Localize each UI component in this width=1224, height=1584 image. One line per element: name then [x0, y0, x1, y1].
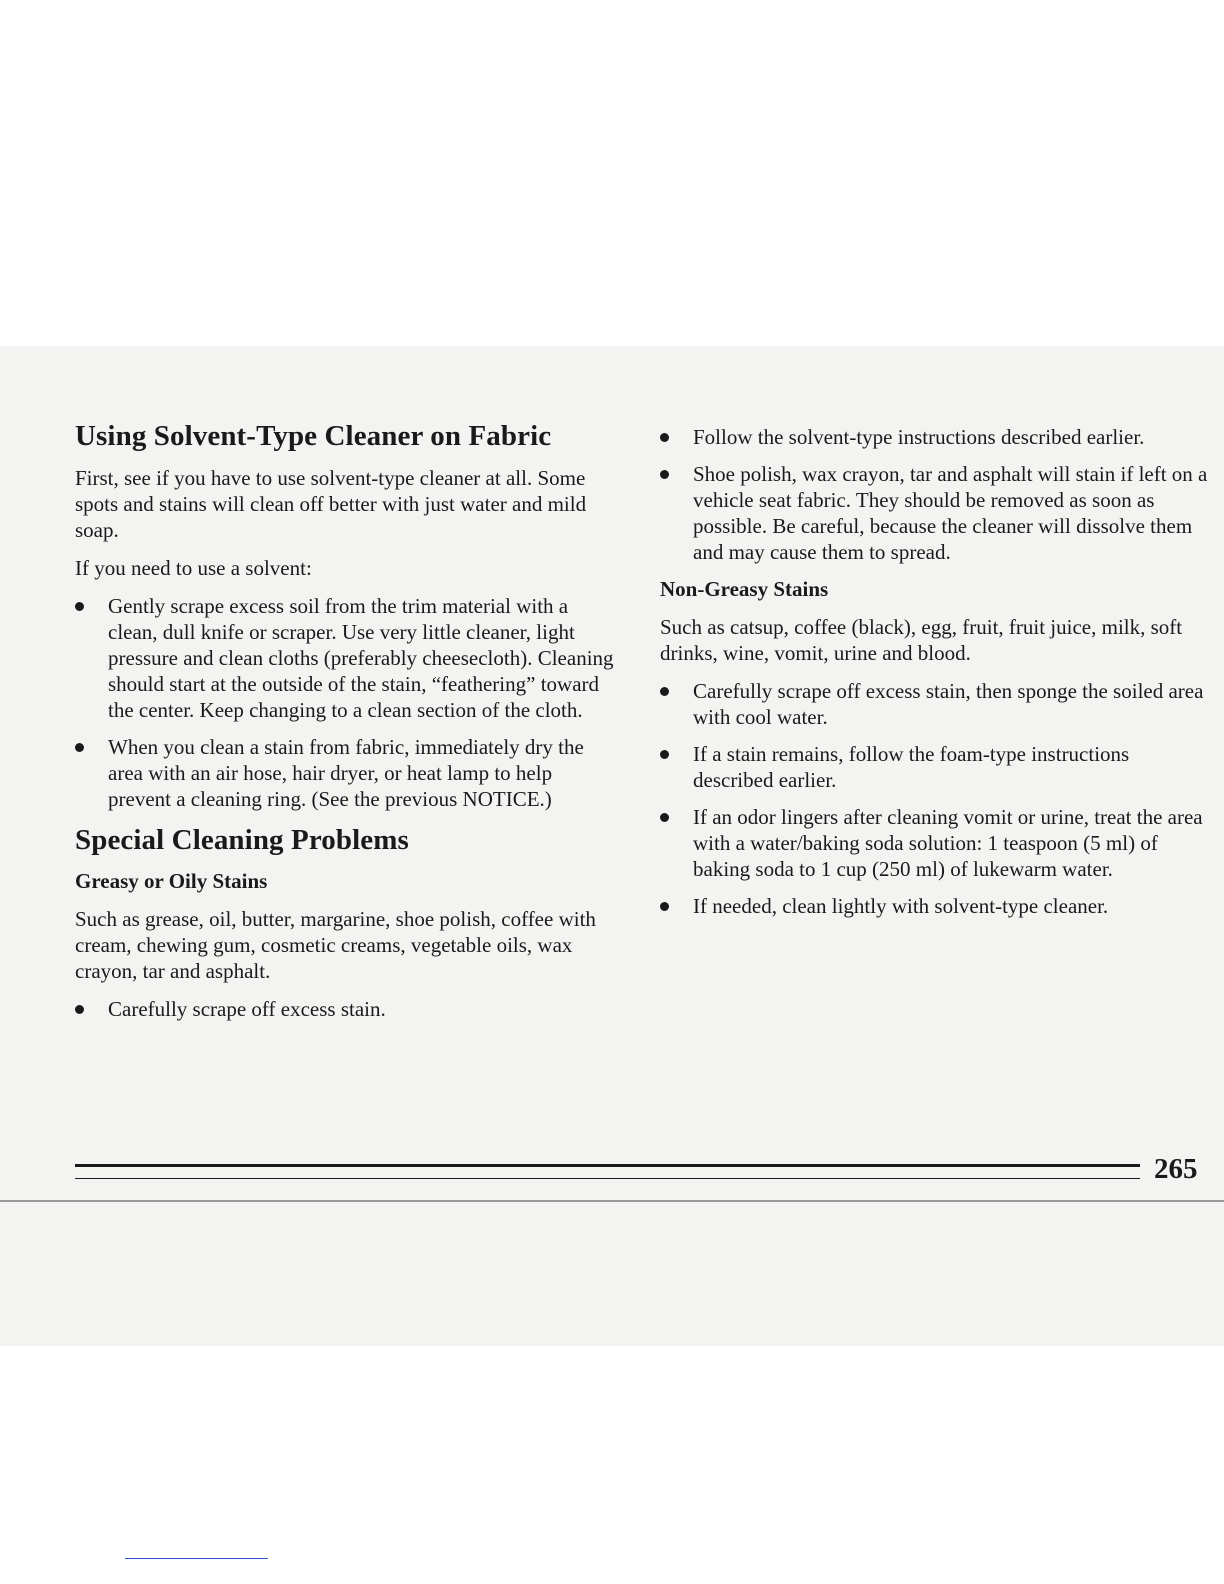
- bullet-icon: [75, 1005, 84, 1014]
- bullet-icon: [75, 743, 84, 752]
- list-item: [75, 593, 620, 723]
- bullet-icon: [660, 433, 669, 442]
- nongreasy-paragraph: Such as catsup, coffee (black), egg, fruit, fruit juice, milk, soft drinks, wine, vomit, urine and blood.: [660, 615, 1183, 665]
- list-item-text: If needed, clean lightly with solvent-type cleaner.: [693, 894, 1109, 918]
- list-item-text: When you clean a stain from fabric, immediately dry the area with an air hose, hair dryer, or heat lamp to help prevent a cleaning ring. (See the previous NOTICE.): [108, 735, 584, 811]
- list-item: [660, 741, 1210, 793]
- list-item: [660, 678, 1210, 730]
- nongreasy-bullet-list: [660, 678, 1210, 919]
- list-item: [660, 424, 1210, 450]
- right-column: [660, 424, 1210, 931]
- list-item-text: Carefully scrape off excess stain.: [108, 997, 386, 1021]
- bullet-icon: [660, 470, 669, 479]
- greasy-continued-bullet-list: [660, 424, 1210, 565]
- link-underline[interactable]: [125, 1558, 268, 1559]
- list-item-text: Follow the solvent-type instructions described earlier.: [693, 425, 1145, 449]
- list-item-text: If a stain remains, follow the foam-type instructions described earlier.: [693, 742, 1130, 792]
- bullet-icon: [660, 687, 669, 696]
- bullet-icon: [660, 902, 669, 911]
- bullet-icon: [660, 750, 669, 759]
- need-solvent-paragraph: If you need to use a solvent:: [75, 556, 312, 580]
- footer-rule-thin: [75, 1178, 1140, 1179]
- list-item: [660, 893, 1210, 919]
- list-item: [75, 734, 620, 812]
- footer-rule-thick: [75, 1164, 1140, 1167]
- sub-heading-nongreasy: Non-Greasy Stains: [660, 577, 829, 601]
- greasy-bullet-list: [75, 996, 620, 1022]
- list-item-text: If an odor lingers after cleaning vomit or urine, treat the area with a water/baking soda solution: 1 teaspoon (5 ml) of baking soda to 1 cup (250 ml) of lukewarm water.: [693, 805, 1203, 881]
- bullet-icon: [75, 602, 84, 611]
- left-column: [75, 420, 620, 1034]
- list-item: [75, 996, 620, 1022]
- list-item-text: Shoe polish, wax crayon, tar and asphalt will stain if left on a vehicle seat fabric. They should be removed as soon as possible. Be careful, because the cleaner will dissolve them and may cause them to spread.: [693, 462, 1208, 564]
- list-item: [660, 461, 1210, 565]
- page-edge-divider: [0, 1200, 1224, 1202]
- intro-paragraph: First, see if you have to use solvent-type cleaner at all. Some spots and stains will clean off better with just water and mild soap.: [75, 466, 587, 542]
- bullet-icon: [660, 813, 669, 822]
- sub-heading-greasy: Greasy or Oily Stains: [75, 869, 268, 893]
- section-heading-special: Special Cleaning Problems: [75, 824, 409, 856]
- greasy-paragraph: Such as grease, oil, butter, margarine, shoe polish, coffee with cream, chewing gum, cosmetic creams, vegetable oils, wax crayon, tar and asphalt.: [75, 907, 596, 983]
- section-heading-solvent: Using Solvent-Type Cleaner on Fabric: [75, 420, 552, 452]
- page-number: 265: [1154, 1153, 1198, 1185]
- solvent-bullet-list: [75, 593, 620, 812]
- list-item: [660, 804, 1210, 882]
- list-item-text: Gently scrape excess soil from the trim material with a clean, dull knife or scraper. Use very little cleaner, light pressure and clean cloths (preferably cheesecloth). Cleaning should start at the outside of the stain, “feathering” toward the center. Keep changing to a clean section of the cloth.: [108, 594, 614, 722]
- list-item-text: Carefully scrape off excess stain, then sponge the soiled area with cool water.: [693, 679, 1204, 729]
